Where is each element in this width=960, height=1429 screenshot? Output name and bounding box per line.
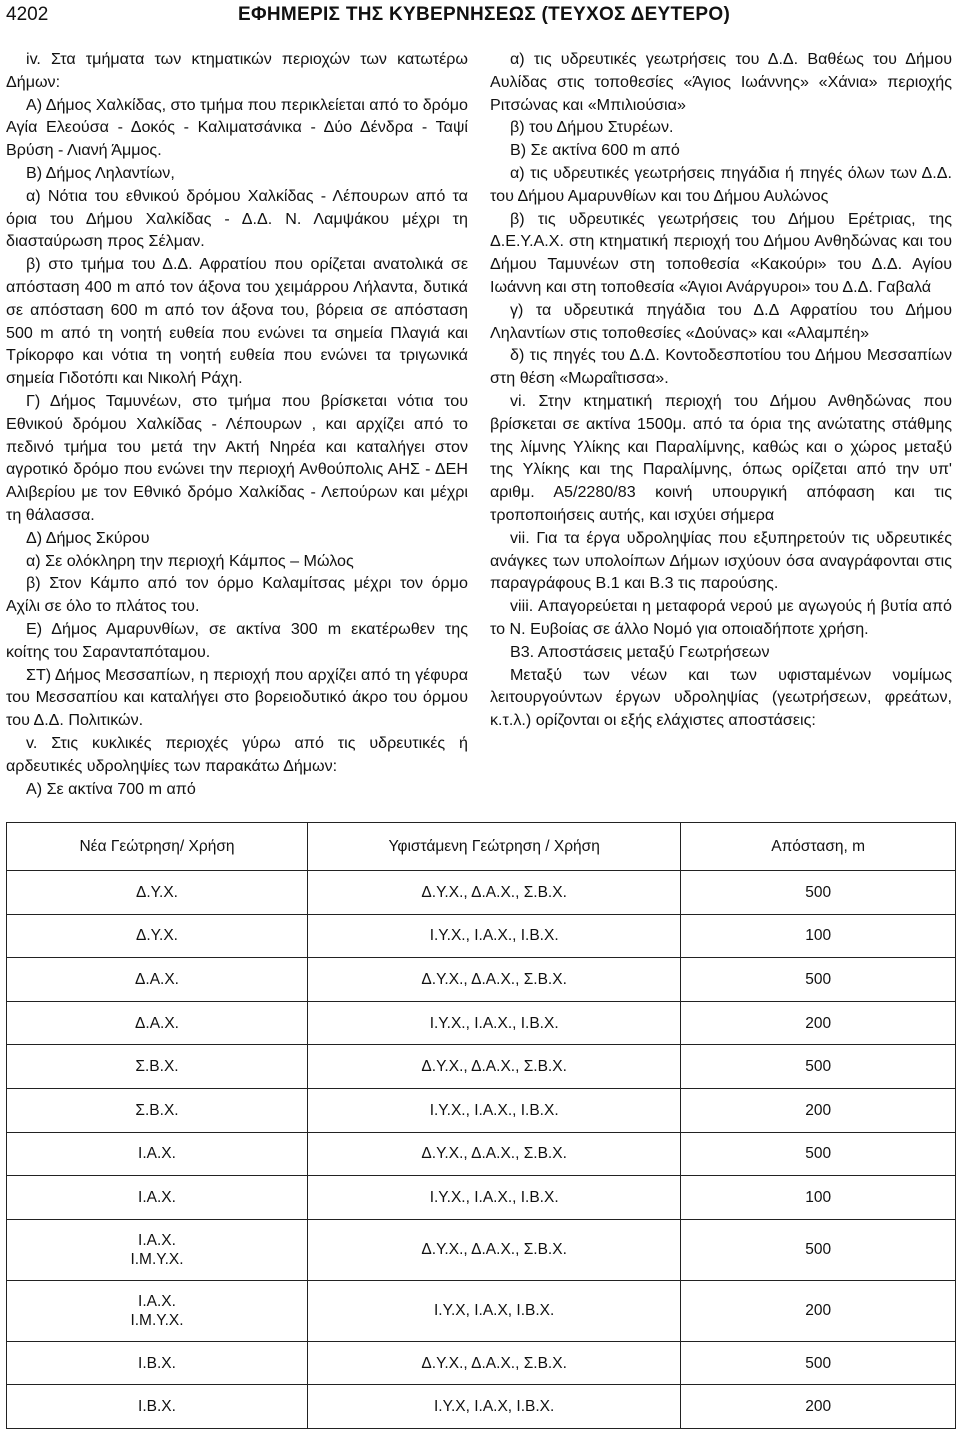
cell-existing-well: Ι.Υ.Χ, Ι.Α.Χ, Ι.Β.Χ.	[308, 1280, 681, 1341]
column-header-new-well: Νέα Γεώτρηση/ Χρήση	[7, 823, 308, 871]
paragraph: v. Στις κυκλικές περιοχές γύρω από τις υδρευτικές ή αρδευτικές υδροληψίες των παρακάτω Δήμων:	[6, 733, 468, 775]
table-row	[7, 1280, 956, 1341]
cell-line: Ι.Α.Χ.	[138, 1292, 176, 1310]
cell-distance: 200	[681, 1280, 956, 1341]
paragraph: α) τις υδρευτικές γεωτρήσεις του Δ.Δ. Βαθέως του Δήμου Αυλίδας στις τοποθεσίες «Άγιος Ιωάννης» «Χάνια» περιοχής Ριτσώνας και «Μπιλιούσια»	[490, 50, 952, 114]
paragraph: α) τις υδρευτικές γεωτρήσεις πηγάδια ή πηγές όλων των Δ.Δ. του Δήμου Αμαρυνθίων και του Δήμου Αυλώνος	[490, 163, 952, 205]
cell-existing-well: Δ.Υ.Χ., Δ.Α.Χ., Σ.Β.Χ.	[308, 1045, 681, 1089]
right-column	[490, 48, 952, 732]
paragraph: β) του Δήμου Στυρέων.	[510, 118, 674, 137]
paragraph: γ) τα υδρευτικά πηγάδια του Δ.Δ Αφρατίου του Δήμου Ληλαντίων στις τοποθεσίες «Δούνας» και «Αλαμπέη»	[490, 300, 952, 342]
table-row	[7, 958, 956, 1002]
table-header-row	[7, 823, 956, 871]
cell-distance: 500	[681, 958, 956, 1002]
paragraph: vi. Στην κτηματική περιοχή του Δήμου Ανθηδώνας που βρίσκεται σε ακτίνα 1500μ. από τα όρια της ανώτατης στάθμης της λίμνης Υλίκης και Παραλίμνης, καθώς και ο χώρος μεταξύ της Υλίκης και της Παραλίμνης, όπως ορίζεται από την υπ' αριθμ. Α5/2280/83 κοινή υπουργική απόφαση και τις τροποποιήσεις αυτής, και ισχύει σήμερα	[490, 391, 952, 524]
cell-distance: 500	[681, 871, 956, 915]
cell-distance: 500	[681, 1219, 956, 1280]
cell-distance: 100	[681, 1176, 956, 1220]
paragraph: β) τις υδρευτικές γεωτρήσεις του Δήμου Ερέτριας, της Δ.Ε.Υ.Α.Χ. στη κτηματική περιοχή του Δήμου Ανθηδώνας και του Δήμου Ταμυνέων στη τοποθεσία «Κακούρι» του Δ.Δ. Αγίου Ιωάννη και στη τοποθεσία «Άγιοι Ανάργυροι» του Δ.Δ. Γαβαλά	[490, 209, 952, 296]
cell-existing-well: Δ.Υ.Χ., Δ.Α.Χ., Σ.Β.Χ.	[308, 958, 681, 1002]
page-header	[6, 4, 954, 34]
paragraph: Β3. Αποστάσεις μεταξύ Γεωτρήσεων	[510, 642, 770, 661]
cell-line: Ι.Μ.Υ.Χ.	[130, 1250, 184, 1268]
cell-new-well	[7, 1280, 308, 1341]
table-row	[7, 1088, 956, 1132]
paragraph: δ) τις πηγές του Δ.Δ. Κοντοδεσποτίου του Δήμου Μεσσαπίων στη θέση «Μωραΐτισσα».	[490, 346, 952, 388]
paragraph: β) Στον Κάμπο από τον όρμο Καλαμίτσας μέχρι τον όρμο Αχίλι σε όλο το πλάτος του.	[6, 574, 468, 616]
cell-new-well	[7, 1219, 308, 1280]
table-row	[7, 871, 956, 915]
table-row	[7, 1385, 956, 1429]
cell-distance: 500	[681, 1341, 956, 1385]
cell-new-well: Δ.Υ.Χ.	[7, 871, 308, 915]
cell-line: Ι.Α.Χ.	[138, 1231, 176, 1249]
paragraph: Γ) Δήμος Ταμυνέων, στο τμήμα που βρίσκεται νότια του Εθνικού δρόμου Χαλκίδας - Λέπουρων , και αρχίζει από το πεδινό τμήμα του μετά την Ακτή Νηρέα και καταλήγει στον αγροτικό δρόμο που ενώνει την περιοχή Ανθούπολις ΑΗΣ - ΔΕΗ Αλιβερίου με τον Εθνικό δρόμο Χαλκίδας - Λεπούρων και μέχρι τη θάλασσα.	[6, 391, 468, 524]
column-header-distance: Απόσταση, m	[681, 823, 956, 871]
cell-existing-well: Δ.Υ.Χ., Δ.Α.Χ., Σ.Β.Χ.	[308, 1219, 681, 1280]
left-column	[6, 48, 468, 800]
cell-distance: 200	[681, 1385, 956, 1429]
cell-distance: 200	[681, 1001, 956, 1045]
cell-existing-well: Δ.Υ.Χ., Δ.Α.Χ., Σ.Β.Χ.	[308, 1341, 681, 1385]
paragraph: viii. Απαγορεύεται η μεταφορά νερού με αγωγούς ή βυτία από το Ν. Ευβοίας σε άλλο Νομό για οποιαδήποτε χρήση.	[490, 597, 952, 638]
paragraph: α) Σε ολόκληρη την περιοχή Κάμπος – Μώλος	[26, 551, 354, 570]
paragraph: β) στο τμήμα του Δ.Δ. Αφρατίου που ορίζεται ανατολικά σε απόσταση 400 m από τον άξονα του χειμάρρου Λήλαντα, δυτικά σε απόσταση 600 m από τον άξονα του, βόρεια σε απόσταση 500 m από τη νοητή ευθεία που ενώνει τα σημεία Πλαγιά και Τρίκορφο και νότια τη νοητή ευθεία που ενώνει τα τριγωνικά σημεία Γιδοτόπι και Νικολή Ράχη.	[6, 255, 468, 388]
cell-distance: 100	[681, 914, 956, 958]
paragraph: Μεταξύ των νέων και των υφισταμένων νομίμως λειτουργούντων έργων υδροληψίας (γεωτρήσεων, φρεάτων, κ.τ.λ.) ορίζονται οι εξής ελάχιστες αποστάσεις:	[490, 665, 952, 730]
table-row	[7, 1176, 956, 1220]
cell-existing-well: Ι.Υ.Χ, Ι.Α.Χ, Ι.Β.Χ.	[308, 1385, 681, 1429]
cell-distance: 500	[681, 1045, 956, 1089]
cell-new-well: Σ.Β.Χ.	[7, 1045, 308, 1089]
cell-new-well: Δ.Α.Χ.	[7, 958, 308, 1002]
paragraph: Α) Σε ακτίνα 700 m από	[26, 779, 196, 798]
distance-table	[6, 822, 956, 1429]
cell-new-well: Δ.Υ.Χ.	[7, 914, 308, 958]
cell-distance: 500	[681, 1132, 956, 1176]
table-row	[7, 1341, 956, 1385]
cell-line: Ι.Μ.Υ.Χ.	[130, 1311, 184, 1329]
paragraph: vii. Για τα έργα υδροληψίας που εξυπηρετούν τις υδρευτικές ανάγκες των υπολοίπων Δήμων ισχύουν όσα αναγράφονται στις παραγράφους Β.1 και Β.3 τις παρούσης.	[490, 528, 952, 593]
cell-new-well: Δ.Α.Χ.	[7, 1001, 308, 1045]
journal-title: ΕΦΗΜΕΡΙΣ ΤΗΣ ΚΥΒΕΡΝΗΣΕΩΣ (ΤΕΥΧΟΣ ΔΕΥΤΕΡΟ)	[238, 4, 731, 25]
cell-new-well: Σ.Β.Χ.	[7, 1088, 308, 1132]
table-row	[7, 1132, 956, 1176]
cell-new-well: Ι.Β.Χ.	[7, 1341, 308, 1385]
cell-existing-well: Ι.Υ.Χ., Ι.Α.Χ., Ι.Β.Χ.	[308, 1176, 681, 1220]
cell-new-well: Ι.Β.Χ.	[7, 1385, 308, 1429]
paragraph: ΣΤ) Δήμος Μεσσαπίων, η περιοχή που αρχίζει από τη γέφυρα του Μεσσαπίου και καταλήγει στο βορειοδυτικό άκρο του όρμου του Δ.Δ. Πολιτικών.	[6, 665, 468, 730]
cell-existing-well: Ι.Υ.Χ., Ι.Α.Χ., Ι.Β.Χ.	[308, 1001, 681, 1045]
paragraph: Β) Δήμος Ληλαντίων,	[26, 163, 175, 182]
cell-existing-well: Ι.Υ.Χ., Ι.Α.Χ., Ι.Β.Χ.	[308, 1088, 681, 1132]
cell-new-well: Ι.Α.Χ.	[7, 1176, 308, 1220]
cell-new-well: Ι.Α.Χ.	[7, 1132, 308, 1176]
paragraph: Β) Σε ακτίνα 600 m από	[510, 141, 680, 160]
cell-existing-well: Ι.Υ.Χ., Ι.Α.Χ., Ι.Β.Χ.	[308, 914, 681, 958]
paragraph: Δ) Δήμος Σκύρου	[26, 528, 150, 547]
table-row	[7, 914, 956, 958]
cell-existing-well: Δ.Υ.Χ., Δ.Α.Χ., Σ.Β.Χ.	[308, 1132, 681, 1176]
paragraph: Α) Δήμος Χαλκίδας, στο τμήμα που περικλείεται από το δρόμο Αγία Ελεούσα - Δοκός - Καλιματσάνικα - Δύο Δένδρα - Ταψί Βρύση - Λιανή Άμμος.	[6, 95, 468, 160]
column-header-existing-well: Υφιστάμενη Γεώτρηση / Χρήση	[308, 823, 681, 871]
page-number: 4202	[6, 4, 49, 25]
cell-distance: 200	[681, 1088, 956, 1132]
cell-existing-well: Δ.Υ.Χ., Δ.Α.Χ., Σ.Β.Χ.	[308, 871, 681, 915]
table-row	[7, 1219, 956, 1280]
paragraph: α) Νότια του εθνικού δρόμου Χαλκίδας - Λέπουρων από τα όρια του Δήμου Χαλκίδας - Δ.Δ. Ν. Λαμψάκου μέχρι τη διασταύρωση προς Σέλμαν.	[6, 186, 468, 251]
paragraph: iv. Στα τμήματα των κτηματικών περιοχών των κατωτέρω Δήμων:	[6, 50, 468, 91]
table-row	[7, 1001, 956, 1045]
table-row	[7, 1045, 956, 1089]
paragraph: Ε) Δήμος Αμαρυνθίων, σε ακτίνα 300 m εκατέρωθεν της κοίτης του Σαρανταπόταμου.	[6, 619, 468, 661]
